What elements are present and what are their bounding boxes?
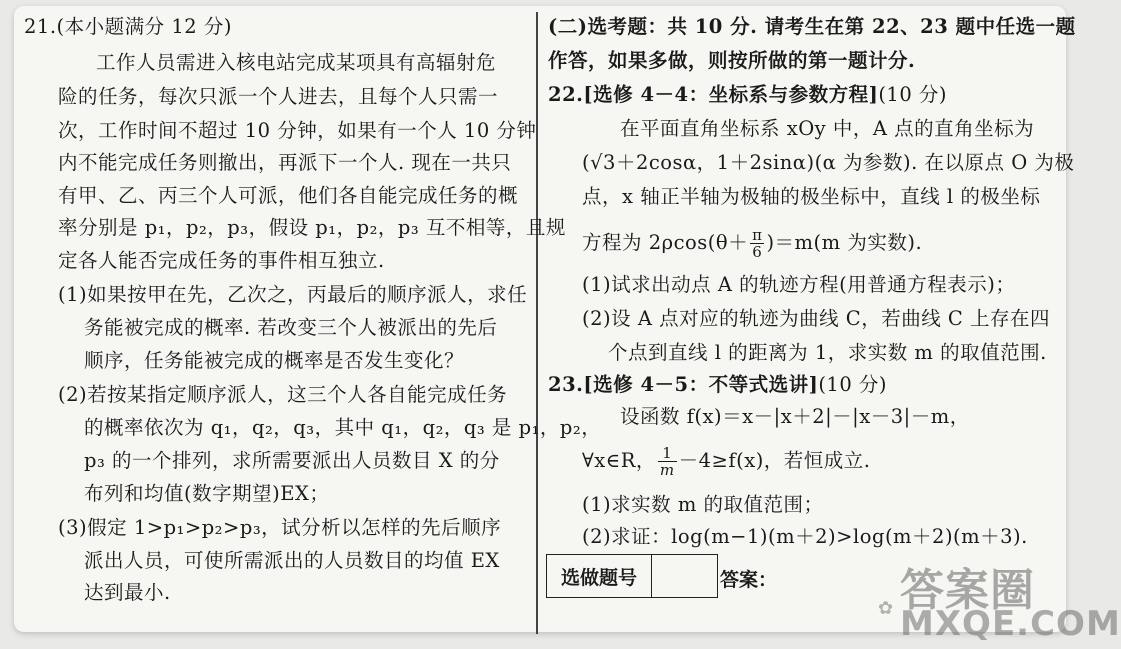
q23-inequality-end: －4≥f(x)，若恒成立. — [678, 449, 871, 472]
q22-part2-line: 个点到直线 l 的距离为 1，求实数 m 的取值范围. — [608, 341, 1047, 364]
watermark-logo: 答案圈 — [900, 565, 1035, 616]
watermark — [878, 548, 1121, 648]
q22-body-line: (√3＋2cosα，1＋2sinα)(α 为参数). 在以原点 O 为极 — [582, 151, 1075, 174]
answer-box-input[interactable] — [652, 555, 717, 597]
q22-title: 22.[选修 4－4：坐标系与参数方程] — [548, 83, 879, 106]
q22-score: (10 分) — [878, 83, 948, 106]
q21-body-line: 定各人能否完成任务的事件相互独立. — [58, 249, 385, 272]
q21-part1-line: 务能被完成的概率. 若改变三个人被派出的先后 — [84, 316, 498, 339]
q23-body-line: 设函数 f(x)＝x－|x＋2|－|x－3|－m， — [620, 405, 970, 428]
q21-body-line: 次，工作时间不超过 10 分钟，如果有一个人 10 分钟 — [58, 119, 537, 142]
q21-body-line: 有甲、乙、丙三个人可派，他们各自能完成任务的概 — [58, 184, 519, 207]
q21-part2-line: p₃ 的一个排列，求所需要派出人员数目 X 的分 — [84, 449, 500, 472]
q21-body-line: 险的任务，每次只派一个人进去，且每个人只需一 — [58, 85, 499, 108]
q23-part1: (1)求实数 m 的取值范围； — [582, 493, 824, 516]
q22-header — [548, 82, 947, 108]
q21-part3-line: 达到最小. — [84, 581, 171, 604]
frac-numerator: 1 — [658, 445, 677, 462]
q22-equation-end: )＝m(m 为实数). — [766, 231, 923, 254]
section-header-line: 作答，如果多做，则按所做的第一题计分. — [548, 49, 916, 72]
q21-header: 21.(本小题满分 12 分) — [24, 15, 232, 38]
q23-part2: (2)求证：log(m−1)(m＋2)>log(m＋2)(m＋3). — [582, 525, 1028, 548]
q21-body-line: 内不能完成任务则撤出，再派下一个人. 现在一共只 — [58, 151, 512, 174]
answer-label: 答案： — [720, 569, 778, 591]
q21-body-line: 工作人员需进入核电站完成某项具有高辐射危 — [96, 51, 497, 74]
q23-header — [548, 372, 887, 398]
wechat-icon: ✿ — [878, 598, 894, 619]
q21-part1-line: 顺序，任务能被完成的概率是否发生变化？ — [84, 349, 465, 372]
frac-denominator: 6 — [752, 243, 763, 261]
q21-part3-line: 派出人员，可使所需派出的人员数目的均值 EX — [84, 549, 500, 572]
frac-denominator: m — [659, 461, 675, 479]
one-over-m-fraction — [658, 445, 677, 478]
q22-body-line: 在平面直角坐标系 xOy 中，A 点的直角坐标为 — [620, 117, 1035, 140]
watermark-site: MXQE.COM — [900, 604, 1121, 644]
q21-part1-line: (1)如果按甲在先，乙次之，丙最后的顺序派人，求任 — [58, 283, 528, 306]
q21-part3-line: (3)假定 1>p₁>p₂>p₃，试分析以怎样的先后顺序 — [58, 516, 502, 539]
q21-part2-line: 的概率依次为 q₁，q₂，q₃，其中 q₁，q₂，q₃ 是 p₁，p₂， — [84, 416, 602, 439]
answer-box-label: 选做题号 — [547, 555, 652, 597]
q23-title: 23.[选修 4－5：不等式选讲] — [548, 373, 819, 396]
q21-part2-line: (2)若按某指定顺序派人，这三个人各自能完成任务 — [58, 383, 508, 406]
q22-part2-line: (2)设 A 点对应的轨迹为曲线 C，若曲线 C 上存在四 — [582, 307, 1051, 330]
q21-body-line: 率分别是 p₁，p₂，p₃，假设 p₁，p₂，p₃ 互不相等，且规 — [58, 216, 566, 239]
q23-inequality-line — [582, 444, 871, 478]
section-header-line: (二)选考题：共 10 分. 请考生在第 22、23 题中任选一题 — [548, 15, 1076, 38]
pi-over-6-fraction — [750, 227, 764, 260]
q23-score: (10 分) — [818, 373, 888, 396]
q22-equation-line — [582, 226, 922, 260]
column-divider — [536, 12, 538, 634]
frac-numerator: π — [752, 226, 763, 244]
q21-part2-line: 布列和均值(数字期望)EX； — [84, 482, 330, 505]
q22-equation-start: 方程为 2ρcos(θ＋ — [582, 231, 749, 254]
q23-forall: ∀x∈R， — [582, 449, 656, 472]
answer-choice-table — [546, 554, 718, 598]
q22-part1: (1)试求出动点 A 的轨迹方程(用普通方程表示)； — [582, 273, 1016, 296]
q22-body-line: 点，x 轴正半轴为极轴的极坐标中，直线 l 的极坐标 — [582, 185, 1041, 208]
